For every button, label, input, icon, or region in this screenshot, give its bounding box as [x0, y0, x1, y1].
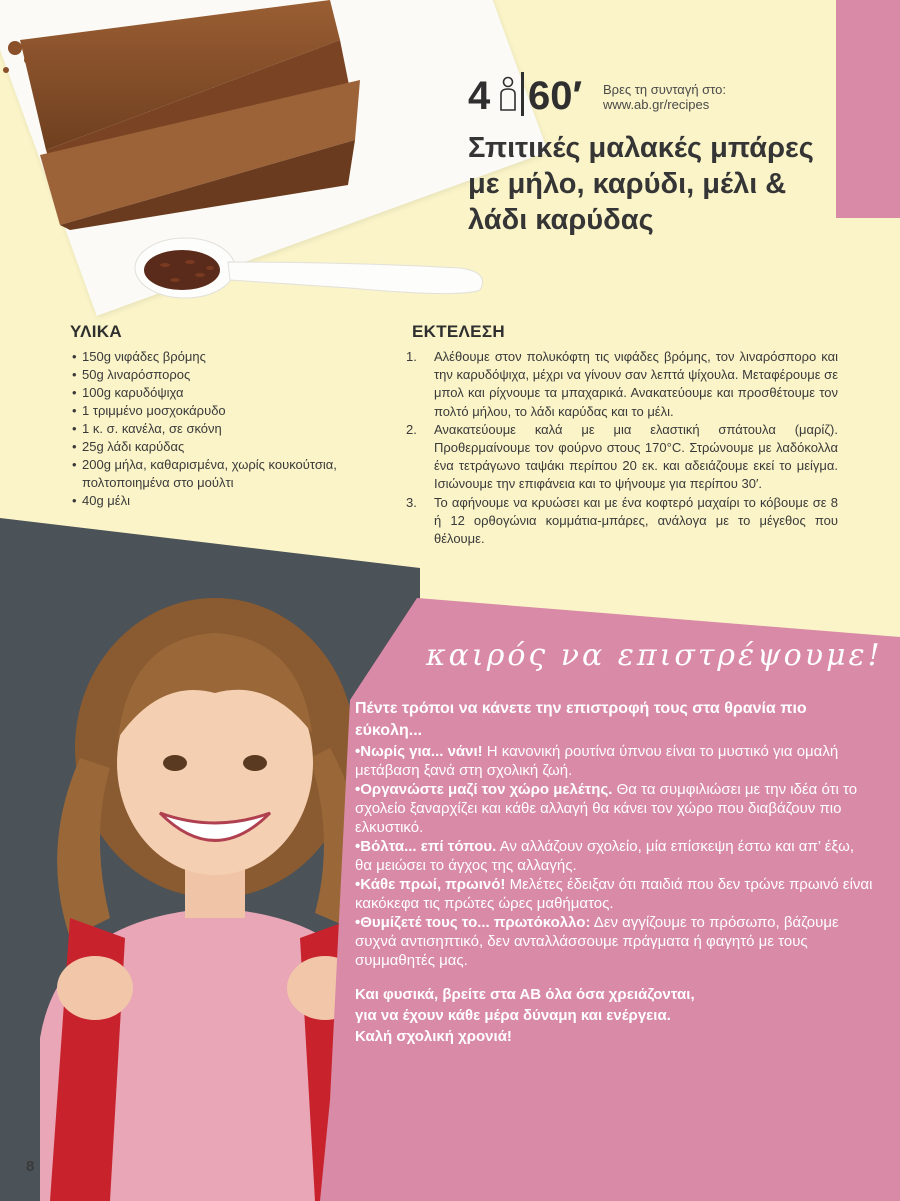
tip-heading: •Νωρίς για... νάνι!	[355, 743, 483, 760]
ingredient-item: • 150g νιφάδες βρόμης	[70, 348, 390, 366]
recipe-title-line: Σπιτικές μαλακές μπάρες	[468, 132, 814, 164]
back-to-school-tips	[355, 698, 875, 1047]
ingredient-item: • 200g μήλα, καθαρισμένα, χωρίς κουκούτσια, πολτοποιημένα στο μούλτι	[70, 456, 390, 492]
tip-text: Αν αλλάζουν σχολείο, μία επίσκεψη έστω και απ’ έξω, θα μειώσει το άγχος της αλλαγής.	[355, 838, 855, 874]
recipe-ref-url[interactable]: www.ab.gr/recipes	[603, 97, 710, 112]
tip-item	[355, 742, 875, 780]
ingredients-heading: ΥΛΙΚΑ	[70, 322, 122, 341]
method-heading: ΕΚΤΕΛΕΣΗ	[412, 322, 505, 341]
tip-heading: •Θυμίζετέ τους το... πρωτόκολλο:	[355, 914, 591, 931]
tip-item	[355, 875, 875, 913]
tip-item	[355, 780, 875, 837]
recipe-ref-label: Βρες τη συνταγή στο:	[603, 82, 726, 97]
ingredient-item: • 100g καρυδόψιχα	[70, 384, 390, 402]
page-number: 8	[26, 1158, 35, 1175]
recipe-title-line: με μήλο, καρύδι, μέλι &	[468, 168, 787, 200]
closing-line: για να έχουν κάθε μέρα δύναμη και ενέργεια.	[355, 1007, 671, 1024]
closing-message	[355, 984, 875, 1047]
step-text: Ανακατεύουμε καλά με μια ελαστική σπάτουλα (μαρίζ). Προθερμαίνουμε τον φούρνο στους 170°C. Στρώνουμε με λαδόκολλα ένα τετράγωνο ταψάκι περίπου 20 εκ. και αδειάζουμε εκεί το μείγμα. Ισιώνουμε την επιφάνεια και το ψήνουμε για περίπου 30′.	[434, 421, 838, 492]
tip-text: Η κανονική ρουτίνα ύπνου είναι το μυστικό για ομαλή μετάβαση ξανά στη σχολική ζωή.	[355, 743, 839, 779]
tip-item	[355, 837, 875, 875]
ingredient-item: • 50g λιναρόσπορος	[70, 366, 390, 384]
tip-text: Μελέτες έδειξαν ότι παιδιά που δεν τρώνε πρωινό είναι κακόκεφα τις πρώτες ώρες μαθήματος.	[355, 876, 873, 912]
tip-heading: •Κάθε πρωί, πρωινό!	[355, 876, 506, 893]
tip-text: Θα τα συμφιλιώσει με την ιδέα ότι το σχολείο ξαναρχίζει και κάθε αλλαγή θα κάνει τον χώρο που διαβάζουν πιο ελκυστικό.	[355, 781, 858, 836]
closing-line: Καλή σχολική χρονιά!	[355, 1028, 512, 1045]
recipe-title-line: λάδι καρύδας	[468, 204, 654, 236]
ingredient-item: • 1 τριμμένο μοσχοκάρυδο	[70, 402, 390, 420]
tip-item	[355, 913, 875, 970]
tip-text: Δεν αγγίζουμε το πρόσωπο, βάζουμε συχνά αντισηπτικό, δεν ανταλλάσσουμε πράγματα ή φαγητό με τους συμμαθητές μας.	[355, 914, 839, 969]
tip-heading: •Βόλτα... επί τόπου.	[355, 838, 497, 855]
step-number: 2.	[406, 421, 417, 437]
step-number: 1.	[406, 349, 417, 364]
step-text: Αλέθουμε στον πολυκόφτη τις νιφάδες βρόμης, τον λιναρόσπορο και την καρυδόψιχα, μέχρι να γίνουν σαν λεπτά ψίχουλα. Μεταφέρουμε σε μπολ και ρίχνουμε τα μπαχαρικά. Ανακατεύουμε και προσθέτουμε τον πολτό μήλου, το λάδι καρύδας και το μέλι.	[434, 349, 838, 419]
tip-heading: •Οργανώστε μαζί τον χώρο μελέτης.	[355, 781, 613, 798]
back-to-school-title: καιρός να επιστρέψουμε!	[426, 638, 883, 673]
ingredient-item: • 1 κ. σ. κανέλα, σε σκόνη	[70, 420, 390, 438]
servings-count: 4	[468, 74, 491, 118]
ingredient-item: • 40g μέλι	[70, 492, 390, 510]
step-text: Το αφήνουμε να κρυώσει και με ένα κοφτερό μαχαίρι το κόβουμε σε 8 ή 12 ορθογώνια κομμάτια-μπάρες, ανάλογα με το μέγεθος που θέλουμε.	[434, 494, 838, 547]
ingredient-item: • 25g λάδι καρύδας	[70, 438, 390, 456]
step-number: 3.	[406, 494, 417, 510]
closing-line: Και φυσικά, βρείτε στα ΑΒ όλα όσα χρειάζονται,	[355, 986, 695, 1003]
tips-intro: Πέντε τρόποι να κάνετε την επιστροφή τους στα θρανία πιο εύκολη...	[355, 700, 807, 739]
prep-time: 60′	[528, 74, 583, 118]
